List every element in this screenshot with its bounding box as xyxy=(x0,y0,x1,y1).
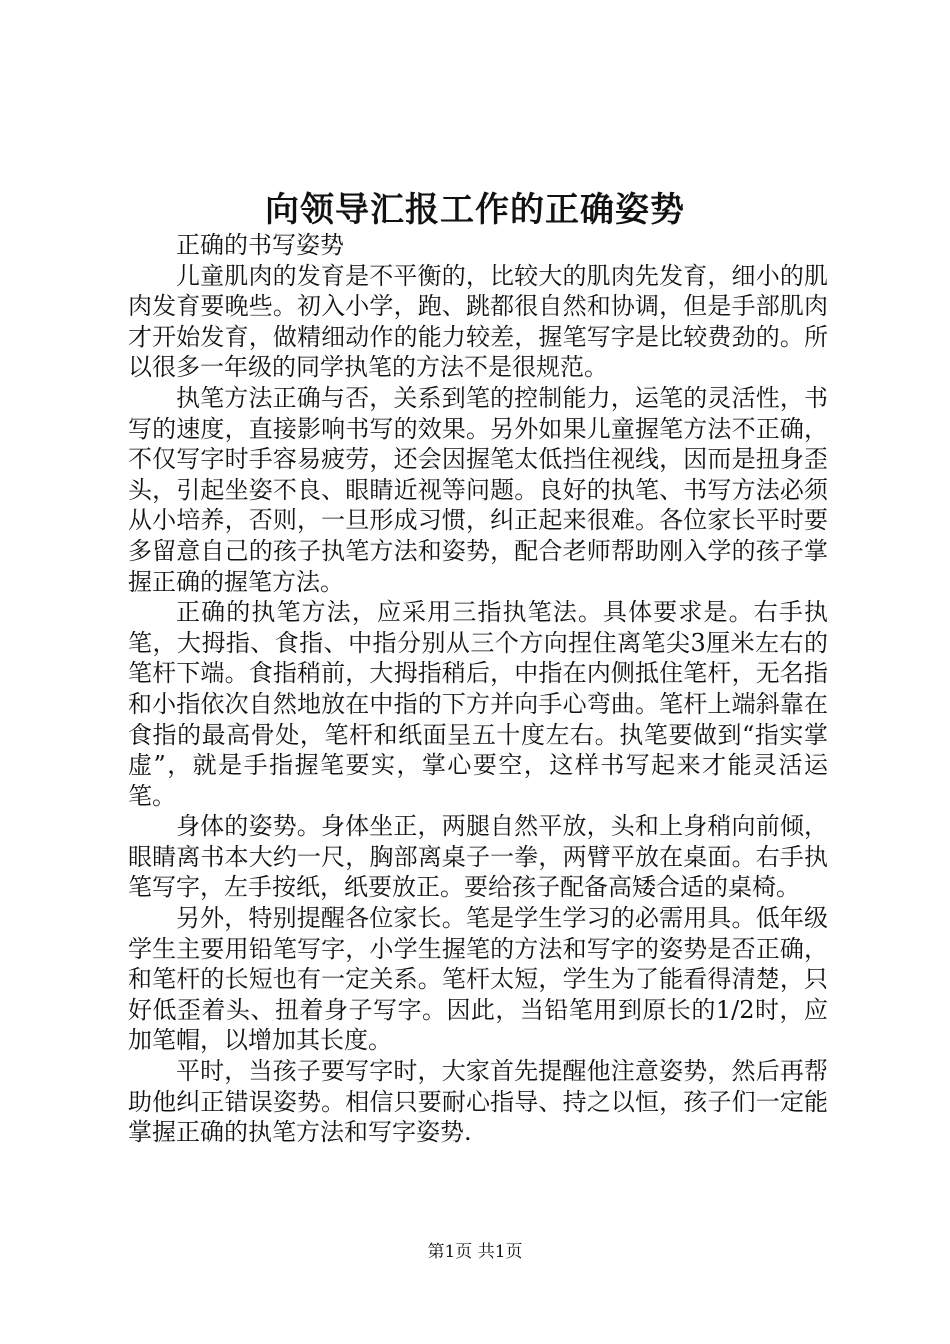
document-title: 向领导汇报工作的正确姿势 xyxy=(265,190,685,230)
paragraph: 儿童肌肉的发育是不平衡的，比较大的肌肉先发育，细小的肌肉发育要晚些。初入小学，跑、跳都很自然和协调，但是手部肌肉才开始发育，做精细动作的能力较差，握笔写字是比较费劲的。所以很多一年级的同学执笔的方法不是很规范。 xyxy=(128,261,828,382)
paragraph: 身体的姿势。身体坐正，两腿自然平放，头和上身稍向前倾，眼睛离书本大约一尺，胸部离桌子一拳，两臂平放在桌面。右手执笔写字，左手按纸，纸要放正。要给孩子配备高矮合适的桌椅。 xyxy=(128,812,828,902)
paragraph: 平时，当孩子要写字时，大家首先提醒他注意姿势，然后再帮助他纠正错误姿势。相信只要耐心指导、持之以恒，孩子们一定能掌握正确的执笔方法和写字姿势. xyxy=(128,1057,828,1147)
paragraph: 正确的执笔方法，应采用三指执笔法。具体要求是。右手执笔，大拇指、食指、中指分别从三个方向捏住离笔尖3厘米左右的笔杆下端。食指稍前，大拇指稍后，中指在内侧抵住笔杆，无名指和小指依次自然地放在中指的下方并向手心弯曲。笔杆上端斜靠在食指的最高骨处，笔杆和纸面呈五十度左右。执笔要做到“指实掌虚”，就是手指握笔要实，掌心要空，这样书写起来才能灵活运笔。 xyxy=(128,598,828,810)
document-body xyxy=(128,230,828,1148)
page-footer: 第1页 共1页 xyxy=(427,1242,523,1262)
section-heading: 正确的书写姿势 xyxy=(176,231,344,259)
paragraph: 另外，特别提醒各位家长。笔是学生学习的必需用具。低年级学生主要用铅笔写字，小学生握笔的方法和写字的姿势是否正确，和笔杆的长短也有一定关系。笔杆太短，学生为了能看得清楚，只好低歪着头、扭着身子写字。因此，当铅笔用到原长的1/2时，应加笔帽，以增加其长度。 xyxy=(128,904,828,1055)
paragraph: 执笔方法正确与否，关系到笔的控制能力，运笔的灵活性，书写的速度，直接影响书写的效果。另外如果儿童握笔方法不正确，不仅写字时手容易疲劳，还会因握笔太低挡住视线，因而是扭身歪头，引起坐姿不良、眼睛近视等问题。良好的执笔、书写方法必须从小培养，否则，一旦形成习惯，纠正起来很难。各位家长平时要多留意自己的孩子执笔方法和姿势，配合老师帮助刚入学的孩子掌握正确的握笔方法。 xyxy=(128,383,828,596)
